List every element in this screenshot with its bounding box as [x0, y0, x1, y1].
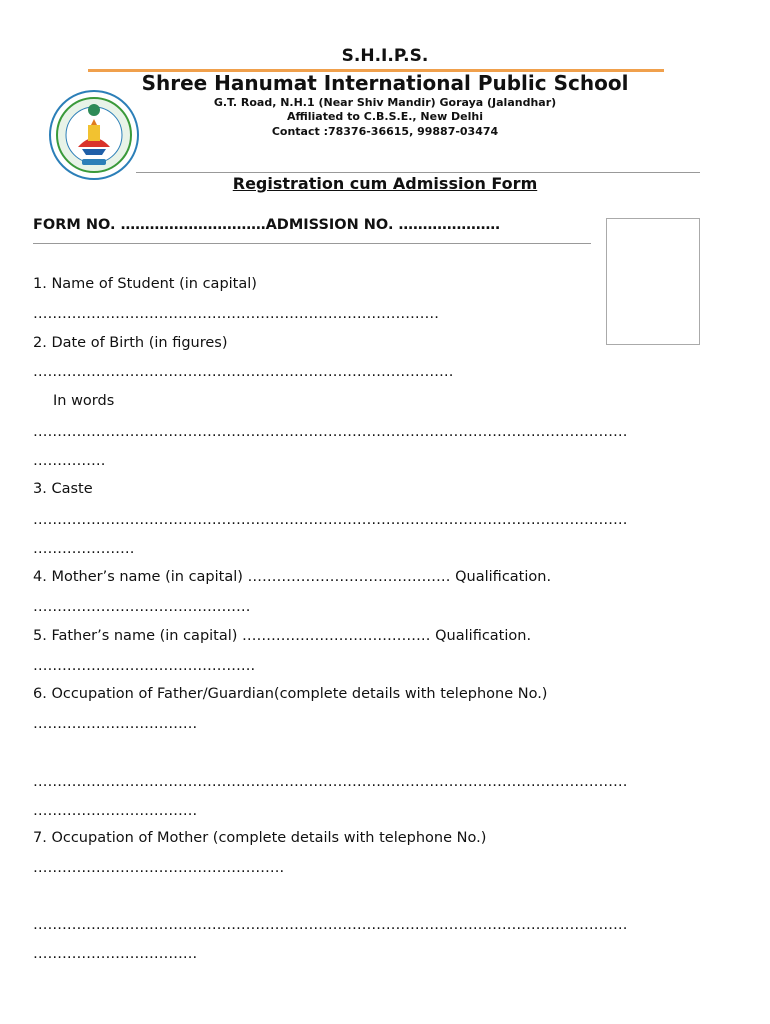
q6-label: 6. Occupation of Father/Guardian(complete details with telephone No.)	[33, 686, 548, 702]
q7-label: 7. Occupation of Mother (complete details with telephone No.)	[33, 830, 487, 846]
q3-label: 3. Caste	[33, 481, 93, 497]
school-short-name: S.H.I.P.S.	[341, 46, 429, 66]
q6-blank-line-3[interactable]: …………………………….	[33, 803, 198, 819]
form-number-line: FORM NO. …………………………ADMISSION NO. …………………	[33, 217, 500, 233]
q3-blank[interactable]: ……………………………………………………………………………………………………………	[33, 512, 628, 528]
photo-box	[606, 218, 700, 345]
q1-blank[interactable]: …………………………………………………………………………	[33, 306, 439, 322]
school-emblem-icon	[48, 89, 140, 181]
q2-words-label: In words	[53, 393, 115, 409]
school-affiliation: Affiliated to C.B.S.E., New Delhi	[286, 110, 484, 123]
q2-blank[interactable]: ……………………………………………………………………………	[33, 364, 454, 380]
q4-blank[interactable]: ………………………………………	[33, 599, 251, 615]
q7-blank[interactable]: …………………………………………….	[33, 860, 285, 876]
q3-blank-continued[interactable]: …………………	[33, 541, 135, 557]
q7-blank-line-3[interactable]: …………………………….	[33, 946, 198, 962]
q6-blank-line-2[interactable]: ……………………………………………………………………………………………………………	[33, 774, 628, 790]
q2-words-blank-continued[interactable]: ……………	[33, 453, 106, 469]
form-number-divider	[33, 243, 591, 244]
q5-blank[interactable]: ……………………………………….	[33, 658, 256, 674]
q7-blank-line-2[interactable]: ……………………………………………………………………………………………………………	[33, 917, 628, 933]
q2-words-blank[interactable]: ……………………………………………………………………………………………………………	[33, 424, 628, 440]
form-title: Registration cum Admission Form	[232, 174, 538, 193]
school-contact: Contact :78376-36615, 99887-03474	[271, 125, 499, 138]
school-address: G.T. Road, N.H.1 (Near Shiv Mandir) Goraya (Jalandhar)	[213, 96, 557, 109]
header-divider	[136, 172, 700, 173]
q1-label: 1. Name of Student (in capital)	[33, 276, 257, 292]
q5-label: 5. Father’s name (in capital) ………………………………… Qualification.	[33, 628, 532, 644]
school-name: Shree Hanumat International Public School	[141, 71, 629, 95]
q2-label: 2. Date of Birth (in figures)	[33, 335, 228, 351]
q4-label: 4. Mother’s name (in capital) …………………………………… Qualification.	[33, 569, 552, 585]
q6-blank[interactable]: …………………………….	[33, 716, 198, 732]
